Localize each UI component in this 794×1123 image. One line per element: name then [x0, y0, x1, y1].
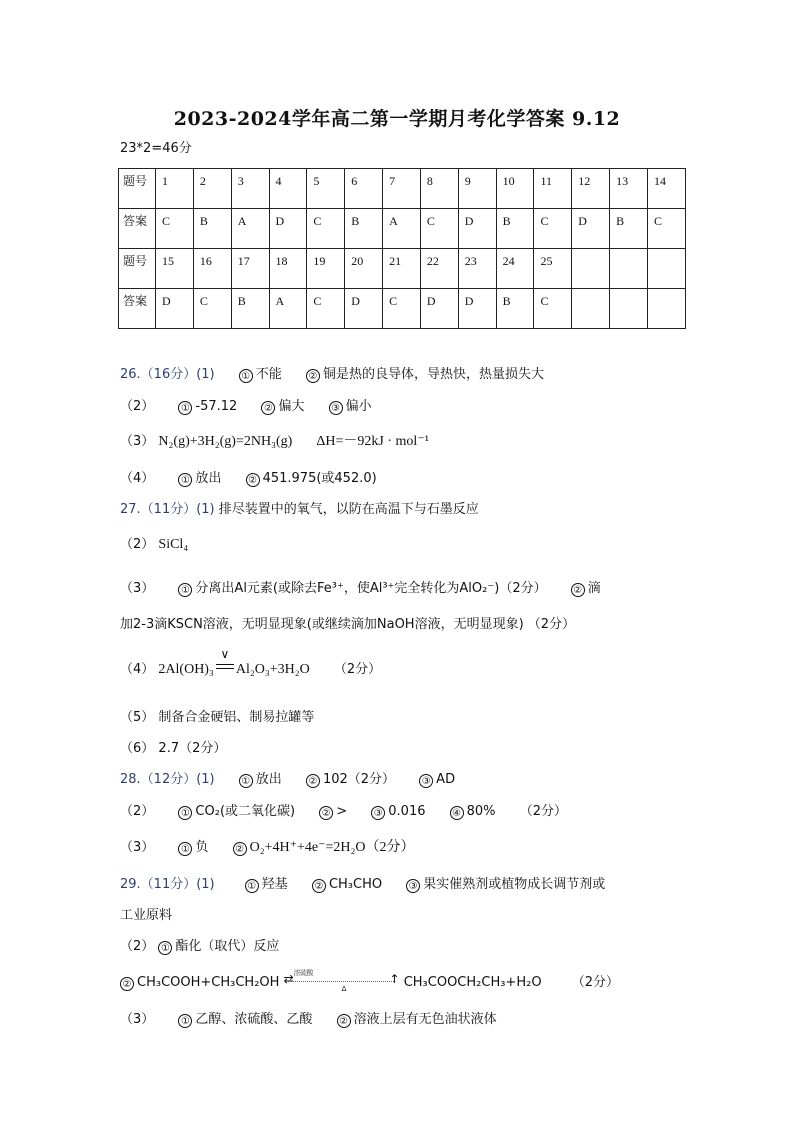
q27-p3-2b: 加2-3滴KSCN溶液，无明显现象(或继续滴加NaOH溶液，无明显现象) — [120, 617, 524, 632]
q27-p1: 排尽装置中的氧气，以防在高温下与石墨反应 — [218, 502, 479, 517]
q26-p2-1: -57.12 — [195, 399, 238, 414]
circle-1: ① — [239, 774, 253, 788]
q26-p1-1: 不能 — [255, 367, 282, 382]
reaction-arrow — [283, 969, 400, 993]
q27-p4-label: （4） — [120, 662, 155, 677]
circle-1: ① — [178, 401, 192, 415]
table-cell: C — [383, 289, 421, 329]
table-cell — [610, 289, 648, 329]
q26-p3-label: （3） — [120, 434, 155, 449]
q27-p2: SiCl₄ — [158, 537, 189, 552]
table-cell: B — [193, 209, 231, 249]
q27-p6: 2.7（2分） — [158, 741, 227, 756]
q29-p1-1: 羟基 — [261, 877, 288, 892]
table-cell: 11 — [534, 169, 572, 209]
heat-mark: Δ — [341, 985, 347, 993]
q27-line4 — [120, 613, 575, 632]
table-cell: A — [383, 209, 421, 249]
q29-p1-3a: 果实催熟剂或植物成长调节剂或 — [423, 877, 606, 892]
table-cell: 18 — [269, 249, 307, 289]
q27-p4-left: 2Al(OH)₃ — [158, 662, 214, 677]
q27-p3-2a: 滴 — [587, 581, 601, 596]
table-cell: C — [534, 209, 572, 249]
q29-line5 — [120, 1008, 497, 1028]
q26-p2-label: （2） — [120, 399, 155, 414]
q26-line1 — [120, 363, 544, 383]
q26-p1-2: 铜是热的良导体，导热快，热量损失大 — [322, 367, 544, 382]
q27-p5-label: （5） — [120, 710, 155, 725]
q29-p1-2: CH₃CHO — [328, 877, 383, 892]
heat-condition — [214, 647, 236, 678]
circle-3: ③ — [329, 401, 343, 415]
q28-p2-label: （2） — [120, 804, 155, 819]
table-cell — [647, 289, 685, 329]
table-cell: C — [307, 289, 345, 329]
table-cell: 16 — [193, 249, 231, 289]
table-cell: B — [496, 289, 534, 329]
table-cell: C — [193, 289, 231, 329]
q29-p1-3b: 工业原料 — [120, 908, 173, 923]
table-cell — [572, 289, 610, 329]
arrow-left-icon: ⇄ — [283, 972, 294, 986]
q28-p2-pts: （2分） — [519, 804, 567, 819]
circle-1: ① — [178, 473, 192, 487]
circle-1: ① — [178, 583, 192, 597]
q29-line2 — [120, 904, 172, 923]
q26-p3-eq: N₂(g)+3H₂(g)=2NH₃(g) — [158, 434, 293, 449]
q26-p2-3: 偏小 — [345, 399, 372, 414]
circle-3: ③ — [419, 774, 433, 788]
q29-line1 — [120, 873, 605, 893]
reaction-condition: 浓硫酸 — [293, 969, 314, 977]
table-row — [119, 289, 686, 329]
circle-2: ② — [571, 583, 585, 597]
table-cell: 21 — [383, 249, 421, 289]
table-cell: D — [458, 209, 496, 249]
circle-2: ② — [312, 879, 326, 893]
page-title: 2023-2024学年高二第一学期月考化学答案 9.12 — [173, 108, 621, 130]
q27-line1 — [120, 498, 479, 517]
table-cell — [610, 249, 648, 289]
table-cell: D — [458, 289, 496, 329]
q29-line4 — [120, 971, 619, 991]
row-label: 题号 — [119, 249, 156, 289]
table-cell: B — [496, 209, 534, 249]
q28-line1 — [120, 768, 455, 788]
q28-head: 28.（12分）(1) — [120, 772, 215, 787]
table-cell: C — [307, 209, 345, 249]
table-cell: 19 — [307, 249, 345, 289]
q26-p4-1: 放出 — [195, 471, 222, 486]
row-label: 题号 — [119, 169, 156, 209]
q26-p4-label: （4） — [120, 471, 155, 486]
table-cell: C — [420, 209, 458, 249]
table-cell: 25 — [534, 249, 572, 289]
circle-2: ② — [261, 401, 275, 415]
q26-line4 — [120, 467, 377, 487]
q26-head: 26.（16分）(1) — [120, 367, 215, 382]
table-cell: B — [231, 289, 269, 329]
q28-line3 — [120, 836, 414, 856]
circle-1: ① — [245, 879, 259, 893]
q28-p1-3: AD — [436, 772, 456, 787]
table-cell: 6 — [345, 169, 383, 209]
answer-table — [118, 168, 686, 329]
table-cell: B — [610, 209, 648, 249]
table-cell: 4 — [269, 169, 307, 209]
q27-p3-1a: 分离出Al元素(或除去Fe³⁺，使Al³⁺完全转化为AlO₂⁻) — [195, 581, 500, 596]
q29-p3-2: 溶液上层有无色油状液体 — [353, 1012, 497, 1027]
q27-p3-label: （3） — [120, 581, 155, 596]
q26-p2-2: 偏大 — [278, 399, 305, 414]
table-cell: 1 — [156, 169, 194, 209]
q27-p4-pts: （2分） — [333, 662, 382, 677]
table-cell: A — [269, 289, 307, 329]
table-cell: A — [231, 209, 269, 249]
circle-2: ② — [233, 842, 247, 856]
circle-2: ② — [120, 977, 134, 991]
table-cell: 7 — [383, 169, 421, 209]
table-cell: D — [345, 289, 383, 329]
q27-p6-label: （6） — [120, 741, 155, 756]
q29-p2-2-right: CH₃COOCH₂CH₃+H₂O — [403, 975, 542, 990]
table-cell: C — [156, 209, 194, 249]
table-cell: D — [420, 289, 458, 329]
circle-1: ① — [178, 1014, 192, 1028]
q27-p4-right: Al₂O₃+3H₂O — [235, 662, 310, 677]
table-cell: 2 — [193, 169, 231, 209]
circle-2: ② — [319, 806, 333, 820]
row-label: 答案 — [119, 209, 156, 249]
circle-2: ② — [337, 1014, 351, 1028]
q28-line2 — [120, 800, 567, 820]
q26-line3 — [120, 430, 429, 450]
q29-line3 — [120, 935, 279, 955]
table-row — [119, 209, 686, 249]
q27-line7 — [120, 737, 226, 756]
q28-p1-1: 放出 — [255, 772, 282, 787]
arrow-right-icon: ↑ — [389, 972, 400, 986]
q27-p3-1b: （2分） — [499, 581, 547, 596]
q29-p2-1: 酯化（取代）反应 — [175, 939, 280, 954]
q29-p2-2-pts: （2分） — [571, 975, 619, 990]
circle-2: ② — [306, 369, 320, 383]
table-cell — [647, 249, 685, 289]
table-cell: 9 — [458, 169, 496, 209]
circle-2: ② — [306, 774, 320, 788]
circle-3: ③ — [371, 806, 385, 820]
table-cell: D — [156, 289, 194, 329]
table-cell: C — [647, 209, 685, 249]
table-cell: 3 — [231, 169, 269, 209]
table-row — [119, 249, 686, 289]
table-cell: 13 — [610, 169, 648, 209]
table-cell: 12 — [572, 169, 610, 209]
table-cell — [572, 249, 610, 289]
q27-line5 — [120, 647, 382, 678]
circle-1: ① — [178, 806, 192, 820]
q26-line2 — [120, 395, 372, 415]
q29-head: 29.（11分）(1) — [120, 877, 215, 892]
row-label: 答案 — [119, 289, 156, 329]
q28-p2-4: 80% — [466, 804, 496, 819]
score-note: 23*2=46分 — [120, 141, 192, 156]
q28-p3-label: （3） — [120, 840, 155, 855]
q29-p2-label: （2） — [120, 939, 155, 954]
table-cell: 24 — [496, 249, 534, 289]
q26-p3-dh: ΔH=－92kJ · mol⁻¹ — [316, 434, 429, 449]
table-cell: 15 — [156, 249, 194, 289]
q27-p2-label: （2） — [120, 537, 155, 552]
table-row — [119, 169, 686, 209]
table-cell: 8 — [420, 169, 458, 209]
q28-p2-2: > — [336, 804, 348, 819]
table-cell: 22 — [420, 249, 458, 289]
table-cell: D — [269, 209, 307, 249]
q27-p3-2c: （2分） — [527, 617, 576, 632]
circle-1: ① — [178, 842, 192, 856]
heat-symbol: ∨ — [220, 647, 230, 661]
circle-4: ④ — [450, 806, 464, 820]
q27-line6 — [120, 706, 314, 725]
q29-p3-1: 乙醇、浓硫酸、乙酸 — [195, 1012, 313, 1027]
q26-p4-2: 451.975(或452.0) — [262, 471, 377, 486]
q27-head: 27.（11分）(1) — [120, 502, 215, 517]
q28-p2-1: CO₂(或二氧化碳) — [195, 804, 296, 819]
table-cell: B — [345, 209, 383, 249]
table-cell: 23 — [458, 249, 496, 289]
table-cell: C — [534, 289, 572, 329]
q28-p3-2: O₂+4H⁺+4e⁻=2H₂O（2分） — [249, 840, 415, 855]
circle-1: ① — [239, 369, 253, 383]
circle-3: ③ — [406, 879, 420, 893]
table-cell: 17 — [231, 249, 269, 289]
circle-2: ② — [246, 473, 260, 487]
q29-p3-label: （3） — [120, 1012, 155, 1027]
q28-p3-1: 负 — [195, 840, 209, 855]
q27-line3 — [120, 577, 601, 597]
table-cell: 14 — [647, 169, 685, 209]
q27-p5: 制备合金硬铝、制易拉罐等 — [158, 710, 315, 725]
circle-1: ① — [158, 941, 172, 955]
q27-line2 — [120, 533, 188, 553]
q28-p1-2: 102（2分） — [322, 772, 396, 787]
table-cell: 5 — [307, 169, 345, 209]
table-cell: D — [572, 209, 610, 249]
table-cell: 10 — [496, 169, 534, 209]
equals-sign — [216, 664, 234, 669]
q28-p2-3: 0.016 — [388, 804, 426, 819]
arrow-bar — [288, 981, 394, 982]
q29-p2-2-left: CH₃COOH+CH₃CH₂OH — [137, 975, 280, 990]
table-cell: 20 — [345, 249, 383, 289]
